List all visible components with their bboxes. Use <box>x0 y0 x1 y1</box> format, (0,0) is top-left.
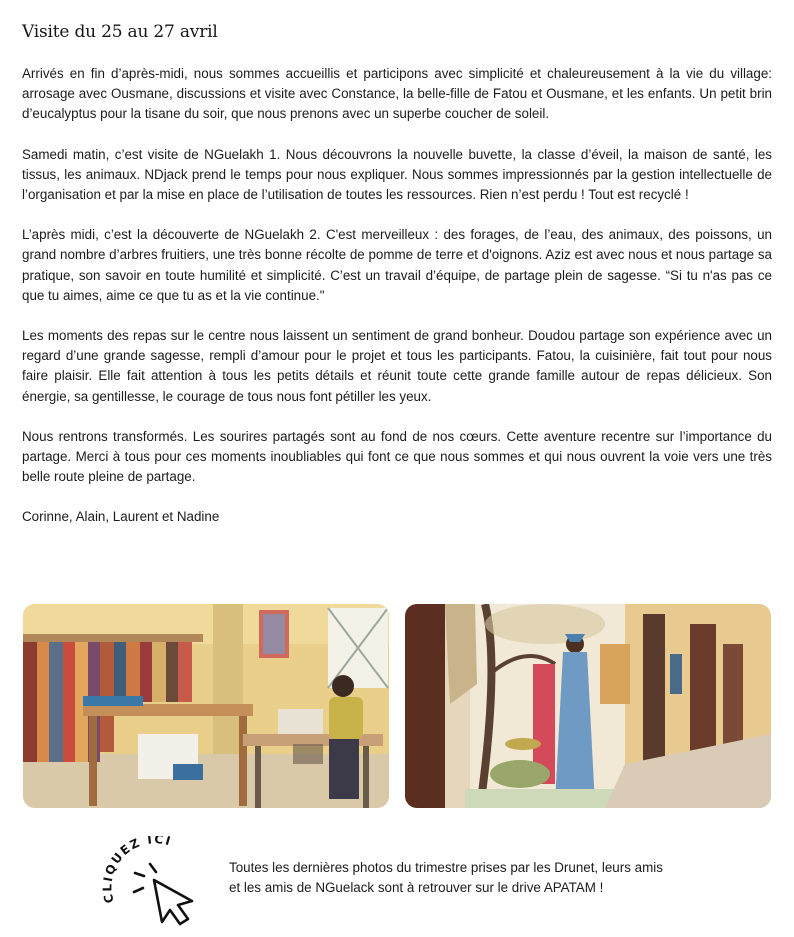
sparkle-icon <box>134 864 156 892</box>
drive-link-text[interactable] <box>229 858 749 898</box>
paragraph-arrival: Arrivés en fin d’après-midi, nous sommes accueillis et participons avec simplicité et chaleureusement à la vie du village: arrosage avec Ousmane, discussions et visite avec Constance, la belle-fille de Fatou et Ousmane, et les enfants. Un petit brin d’eucalyptus pour la tisane du soir, que nous prenons avec un superbe coucher de soleil. <box>22 66 772 122</box>
drive-text-line2: et les amis de NGuelack sont à retrouver sur le drive APATAM ! <box>229 880 604 895</box>
paragraph-saturday-morning: Samedi matin, c’est visite de NGuelakh 1. Nous découvrons la nouvelle buvette, la classe d’éveil, la maison de santé, les tissus, les animaux. NDjack prend le temps pour nous expliquer. Nous sommes impressionnés par la gestion intellectuelle de l’organisation et par la mise en place de l’utilisation de toutes les ressources. Rien n’est perdu ! Tout est recyclé ! <box>22 146 772 203</box>
click-here-label: CLIQUEZ ICI <box>100 836 174 905</box>
article-body <box>22 64 772 548</box>
page-title: Visite du 25 au 27 avril <box>22 22 218 42</box>
click-here-badge[interactable] <box>100 836 210 928</box>
cursor-arrow-icon <box>154 880 192 924</box>
photo-mural <box>405 604 771 808</box>
paragraph-afternoon: L’après midi, c’est la découverte de NGuelakh 2. C'est merveilleux : des forages, de l’eau, des animaux, des poissons, un grand nombre d’arbres fruitiers, une très bonne récolte de pomme de terre et d'oignons. Aziz est avec nous et nous partage sa pratique, son savoir en toute humilité et simplicité. C’est un travail d’équipe, de partage plein de sagesse. “Si tu n'as pas ce que tu aimes, aime ce que tu as et la vie continue." <box>22 227 772 303</box>
paragraph-meals: Les moments des repas sur le centre nous laissent un sentiment de grand bonheur. Doudou partage son expérience avec un regard d’une grande sagesse, rempli d’amour pour le projet et tous les participants. Fatou, la cuisinière, fait tout pour nous faire plaisir. Elle fait attention à tous les petits détails et réunit toute cette grande famille autour de repas délicieux. Son énergie, sa gentillesse, le courage de tous nous font pétiller les yeux. <box>22 328 772 404</box>
photo-gallery <box>23 604 771 808</box>
photo-sewing-workshop <box>23 604 389 808</box>
drive-text-line1: Toutes les dernières photos du trimestre prises par les Drunet, leurs amis <box>229 860 663 875</box>
signature: Corinne, Alain, Laurent et Nadine <box>22 509 220 525</box>
paragraph-return: Nous rentrons transformés. Les sourires partagés sont au fond de nos cœurs. Cette aventure recentre sur l’importance du partage. Merci à tous pour ces moments inoubliables qui font ce que nous sommes et qui nous ouvrent la voie vers une très belle route pleine de partage. <box>22 428 772 485</box>
